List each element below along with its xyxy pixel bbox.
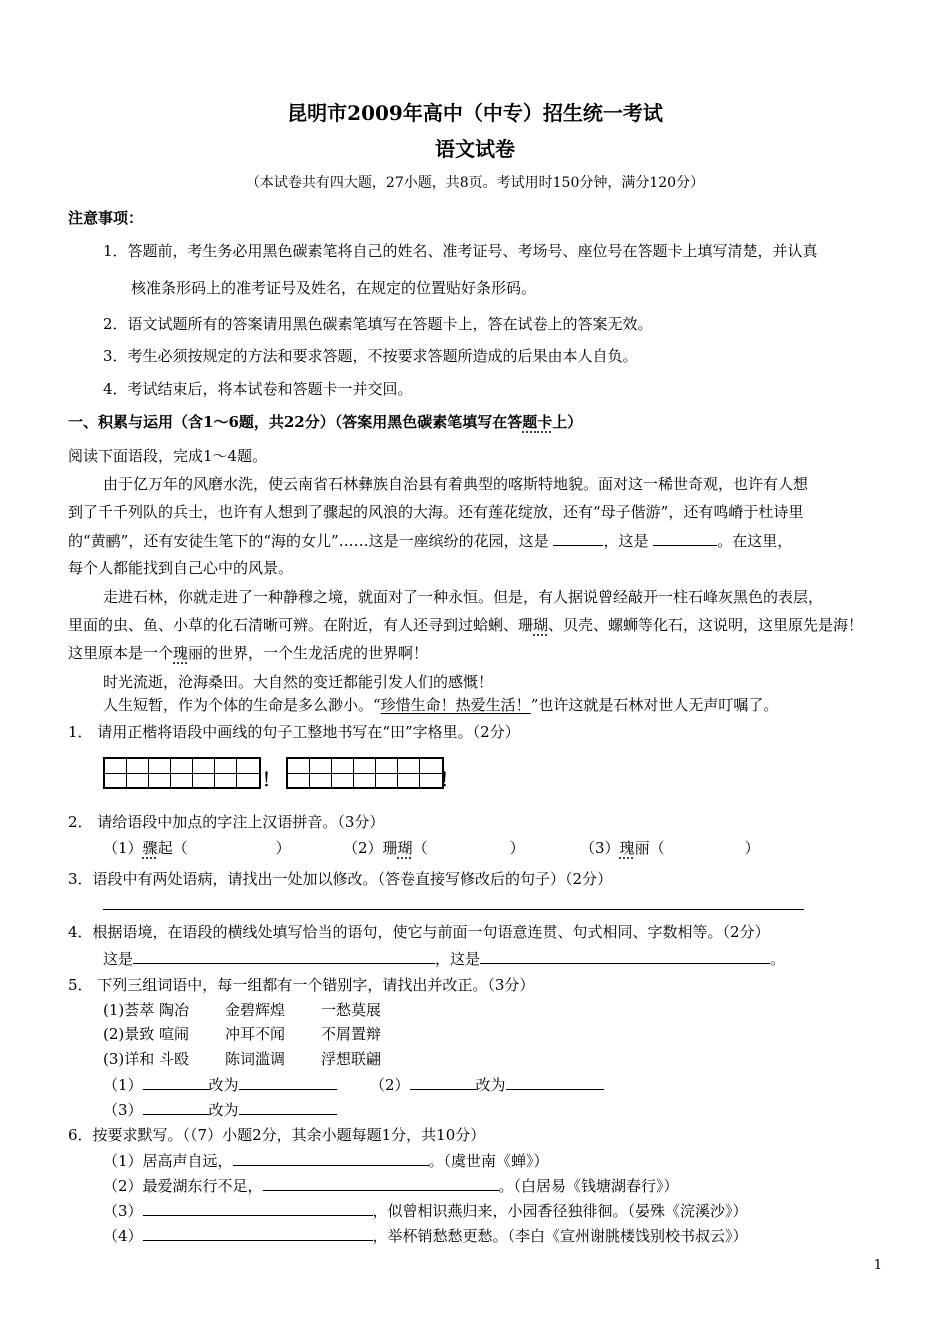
dotted-char: 骤 (142, 839, 158, 857)
fill-text: （1） (103, 1076, 143, 1094)
word-col: 冲耳不闻 (225, 1025, 286, 1043)
notice-text: 考生必须按规定的方法和要求答题，不按要求答题所造成的后果由本人自负。 (127, 347, 638, 365)
passage-line (103, 695, 778, 715)
question-6: 6．按要求默写。（（7）小题2分，其余小题每题1分，共10分） (68, 1126, 486, 1144)
notice-item-1 (103, 241, 818, 261)
notice-num: 1． (103, 242, 128, 260)
grid-cell[interactable] (193, 759, 215, 787)
tianzi-grid (286, 757, 444, 789)
passage-line: 时光流逝，沧海桑田。大自然的变迁都能引发人们的感慨！ (103, 673, 494, 691)
fill-text: （2）最爱湖东行不足， (103, 1177, 263, 1195)
notice-item-4 (103, 379, 413, 399)
reading-intro: 阅读下面语段，完成1～4题。 (68, 447, 268, 465)
fill-text: （3） (103, 1202, 143, 1220)
item-label: （2）珊 (343, 839, 398, 857)
correction-2 (370, 1074, 604, 1095)
recite-item-4 (103, 1225, 748, 1246)
pinyin-item-1 (103, 838, 291, 858)
fill-blank[interactable] (506, 1074, 604, 1090)
passage-text: ，这是 (603, 532, 654, 550)
grid-cell[interactable] (376, 759, 398, 787)
word-col: (2)景致 喧闹 (103, 1025, 190, 1043)
page-number: 1 (873, 1258, 882, 1273)
fill-text: 。 (770, 950, 786, 968)
notice-num: 3． (103, 347, 128, 365)
grid-cell[interactable] (310, 759, 332, 787)
question-1: 1． 请用正楷将语段中画线的句子工整地书写在“田”字格里。（2分） (68, 723, 520, 741)
fill-blank (553, 530, 603, 546)
notice-item-3 (103, 346, 638, 366)
fill-blank[interactable] (143, 1074, 209, 1090)
fill-blank[interactable] (143, 1225, 373, 1241)
word-col: 一愁莫展 (321, 1001, 382, 1019)
dotted-char: 题 (522, 413, 538, 431)
fill-text: （4） (103, 1227, 143, 1245)
grid-cell[interactable] (398, 759, 420, 787)
notice-num: 4． (103, 380, 128, 398)
passage-text: 。在这里， (717, 532, 793, 550)
passage-text: 这里原本是一个 (68, 644, 174, 662)
item-label: （3） (580, 839, 620, 857)
item-text: 丽（ (634, 839, 665, 857)
exclamation-mark: ！ (440, 770, 458, 791)
passage-text: ”也许这就是石林对世人无声叮嘱了。 (530, 696, 779, 714)
fill-text: 。（白居易《钱塘湖春行》） (498, 1177, 679, 1195)
tianzi-grid (103, 757, 261, 789)
fill-blank[interactable] (143, 1200, 373, 1216)
notice-text: 考试结束后，将本试卷和答题卡一并交回。 (127, 380, 413, 398)
pinyin-item-2 (343, 838, 525, 858)
fill-text: 。（虞世南《蝉》） (428, 1152, 549, 1170)
passage-text: 的“黄鹂”，还有安徒生笔下的“海的女儿”……这是一座缤纷的花园，这是 (68, 532, 554, 550)
grid-cell[interactable] (171, 759, 193, 787)
item-text: （ (412, 839, 428, 857)
fill-blank[interactable] (480, 948, 770, 964)
recite-item-1 (103, 1150, 549, 1171)
grid-cell[interactable] (149, 759, 171, 787)
passage-line: 走进石林，你就走进了一种静穆之境，就面对了一种永恒。但是，有人据说曾经敲开一柱石峰灰黑色的表层， (103, 588, 824, 606)
word-col: (3)详和 斗殴 (103, 1050, 190, 1068)
item-text: ） (744, 839, 760, 857)
passage-line: 到了千千列队的兵士，也许有人想到了骤起的风浪的大海。还有莲花绽放，还有“母子偕游”，还有鸣嵴于杜诗里 (68, 503, 804, 521)
word-col: 金碧辉煌 (225, 1001, 286, 1019)
dotted-char: 瑚 (533, 616, 549, 634)
passage-text: 、贝壳、螺蛳等化石，这说明，这里原先是海！ (548, 616, 864, 634)
question-4-fill (103, 948, 785, 969)
section-heading-text: 一、积累与运用（含1～6题，共22分）（答案用黑色碳素笔填写在答 (68, 413, 523, 431)
grid-cell[interactable] (288, 759, 310, 787)
fill-text: （2） (370, 1076, 410, 1094)
recite-item-2 (103, 1175, 679, 1196)
section-heading-text: 上） (552, 413, 583, 431)
word-col: 陈词滥调 (225, 1050, 286, 1068)
recite-item-3 (103, 1200, 748, 1221)
pinyin-item-3 (580, 838, 760, 858)
grid-cell[interactable] (237, 759, 259, 787)
notice-text: 答题前，考生务必用黑色碳素笔将自己的姓名、准考证号、考场号、座位号在答题卡上填写清楚，并认真 (127, 242, 818, 260)
question-3: 3．语段中有两处语病，请找出一处加以修改。（答卷直接写修改后的句子）（2分） (68, 870, 613, 888)
word-col: (1)荟萃 陶冶 (103, 1001, 190, 1019)
grid-cell[interactable] (105, 759, 127, 787)
fill-text: 改为 (475, 1076, 506, 1094)
item-text: ） (275, 839, 291, 857)
passage-text: 人生短暂，作为个体的生命是多么渺小。“ (103, 696, 381, 714)
exclamation-mark: ！ (262, 770, 280, 791)
word-group-1 (103, 1000, 381, 1020)
underlined-sentence: 珍惜生命！热爱生活！ (380, 696, 531, 714)
dotted-char: 瑰 (173, 644, 189, 662)
passage-text: 里面的虫、鱼、小草的化石清晰可辨。在附近，有人还寻到过蛤蜊、珊 (68, 616, 534, 634)
passage-line (68, 530, 792, 551)
fill-text: （1）居高声自远， (103, 1152, 233, 1170)
passage-line (68, 615, 863, 635)
grid-cell[interactable] (354, 759, 376, 787)
notice-heading: 注意事项： (68, 209, 144, 227)
correction-1 (103, 1074, 337, 1095)
question-2: 2． 请给语段中加点的字注上汉语拼音。（3分） (68, 813, 385, 831)
passage-line: 由于亿万年的风磨水洗，使云南省石林彝族自治县有着典型的喀斯特地貌。面对这一稀世奇观，也许有人想 (103, 475, 809, 493)
exam-title: 昆明市2009年高中（中专）招生统一考试 (287, 101, 663, 125)
grid-cell[interactable] (332, 759, 354, 787)
fill-text: ，这是 (435, 950, 481, 968)
item-text: ） (509, 839, 525, 857)
fill-text: ，举杯销愁愁更愁。（李白《宣州谢朓楼饯别校书叔云》） (372, 1227, 748, 1245)
word-group-2 (103, 1024, 381, 1044)
word-group-3 (103, 1049, 381, 1069)
fill-text: 改为 (208, 1101, 239, 1119)
fill-text: ，似曾相识燕归来，小园香径独徘徊。（晏殊《浣溪沙》） (372, 1202, 748, 1220)
answer-line[interactable] (103, 909, 804, 910)
question-5: 5． 下列三组词语中，每一组都有一个错别字，请找出并改正。（3分） (68, 976, 535, 994)
passage-text: 丽的世界，一个生龙活虎的世界啊！ (188, 644, 429, 662)
word-col: 浮想联翩 (321, 1050, 382, 1068)
fill-blank[interactable] (239, 1074, 337, 1090)
correction-3 (103, 1099, 337, 1120)
item-text: 起（ (157, 839, 188, 857)
fill-blank (653, 530, 717, 546)
notice-num: 2． (103, 315, 128, 333)
fill-blank[interactable] (263, 1175, 499, 1191)
grid-cell[interactable] (215, 759, 237, 787)
notice-item-2 (103, 314, 653, 334)
dotted-char: 瑚 (397, 839, 413, 857)
question-4: 4．根据语境，在语段的横线处填写恰当的语句，使它与前面一句语意连贯、句式相同、字数相等。（2分） (68, 923, 770, 941)
paper-subtitle: 语文试卷 (435, 137, 515, 161)
passage-line: 每个人都能找到自己心中的风景。 (68, 559, 294, 577)
section-1-heading (68, 412, 582, 432)
fill-blank[interactable] (143, 1099, 209, 1115)
fill-blank[interactable] (410, 1074, 476, 1090)
dotted-char: 卡 (537, 413, 553, 431)
passage-line (68, 643, 428, 663)
fill-blank[interactable] (133, 948, 435, 964)
grid-cell[interactable] (420, 759, 442, 787)
fill-text: 这是 (103, 950, 134, 968)
dotted-char: 瑰 (619, 839, 635, 857)
word-col: 不屑置辩 (321, 1025, 382, 1043)
fill-text: （3） (103, 1101, 143, 1119)
fill-blank[interactable] (239, 1099, 337, 1115)
item-label: （1） (103, 839, 143, 857)
notice-text: 语文试题所有的答案请用黑色碳素笔填写在答题卡上，答在试卷上的答案无效。 (127, 315, 653, 333)
grid-cell[interactable] (127, 759, 149, 787)
fill-text: 改为 (208, 1076, 239, 1094)
notice-item-1-cont: 核准条形码上的准考证号及姓名，在规定的位置贴好条形码。 (131, 279, 537, 297)
fill-blank[interactable] (233, 1150, 429, 1166)
exam-info: （本试卷共有四大题，27小题，共8页。考试用时150分钟，满分120分） (245, 175, 705, 191)
